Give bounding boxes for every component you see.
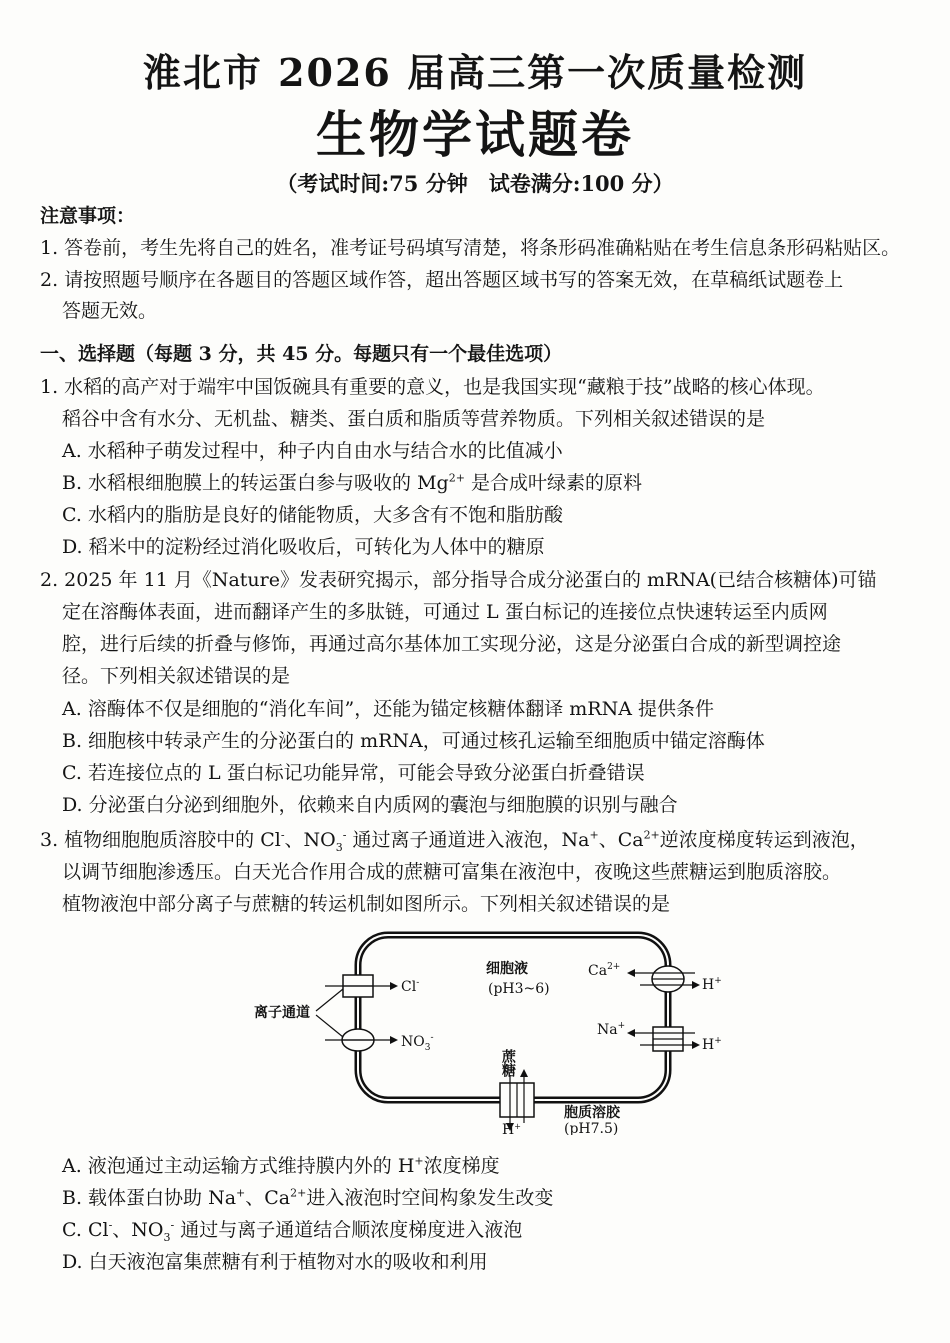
q2-stem-line-1: 2. 2025 年 11 月《Nature》发表研究揭示，部分指导合成分泌蛋白的 mRNA(已结合核糖体)可锚	[40, 569, 877, 591]
cytosol-ph: (pH7.5)	[564, 1121, 619, 1135]
q3-stem-line-2: 以调节细胞渗透压。白天光合作用合成的蔗糖可富集在液泡中，夜晚这些蔗糖运到胞质溶胶。	[62, 861, 842, 883]
q3-stem-line-1: 3. 植物细胞胞质溶胶中的 Cl-、$NO_3^-$ 通过离子通道进入液泡，Na+、$Ca^{2+}$逆浓度梯度转运到液泡，	[40, 828, 869, 854]
q2-option-d: D. 分泌蛋白分泌到细胞外，依赖来自内质网的囊泡与细胞膜的识别与融合	[62, 794, 678, 816]
q3-option-a: A. 液泡通过主动运输方式维持膜内外的 H+浓度梯度	[62, 1154, 500, 1177]
notes-heading: 注意事项：	[40, 205, 136, 227]
note-item-2-cont: 答题无效。	[62, 300, 158, 322]
q1-option-b: B. 水稻根细胞膜上的转运蛋白参与吸收的 $Mg^{2+}$ 是合成叶绿素的原料	[62, 471, 642, 494]
q2-stem-line-4: 径。下列相关叙述错误的是	[62, 665, 291, 687]
ion-channel-label: 离子通道	[254, 1005, 310, 1021]
sucrose-label: 蔗糖	[500, 1049, 516, 1077]
q2-stem-line-2: 定在溶酶体表面，进而翻译产生的多肽链，可通过 L 蛋白标记的连接位点快速转运至内质网	[62, 601, 828, 623]
no3-label: $NO_3^-$	[401, 1033, 434, 1053]
h-label-1: H+	[702, 976, 722, 993]
q3-option-d: D. 白天液泡富集蔗糖有利于植物对水的吸收和利用	[62, 1251, 488, 1273]
note-item-1: 1. 答卷前，考生先将自己的姓名，准考证号码填写清楚，将条形码准确粘贴在考生信息条形码粘贴区。	[40, 237, 901, 259]
subject-title: 生物学试题卷	[316, 105, 634, 164]
q1-stem-line-2: 稻谷中含有水分、无机盐、糖类、蛋白质和脂质等营养物质。下列相关叙述错误的是	[62, 408, 766, 430]
q1-option-d: D. 稻米中的淀粉经过消化吸收后，可转化为人体中的糖原	[62, 536, 545, 558]
exam-title: 淮北市 2026 届高三第一次质量检测	[142, 50, 808, 95]
ca-label: $Ca^{2+}$	[588, 962, 621, 979]
cytosol-label: 胞质溶胶	[564, 1105, 620, 1121]
na-label: Na+	[597, 1021, 626, 1038]
q2-stem-line-3: 腔，进行后续的折叠与修饰，再通过高尔基体加工实现分泌，这是分泌蛋白合成的新型调控途	[62, 633, 842, 655]
q3-option-b: B. 载体蛋白协助 Na+、$Ca^{2+}$进入液泡时空间构象发生改变	[62, 1186, 554, 1209]
section-heading: 一、选择题（每题 3 分，共 45 分。每题只有一个最佳选项）	[40, 343, 563, 365]
q1-option-a: A. 水稻种子萌发过程中，种子内自由水与结合水的比值减小	[62, 440, 563, 462]
h-label-2: H+	[702, 1036, 722, 1053]
q3-stem-line-3: 植物液泡中部分离子与蔗糖的转运机制如图所示。下列相关叙述错误的是	[62, 893, 671, 915]
vacuole-transport-diagram	[240, 925, 730, 1135]
q2-option-b: B. 细胞核中转录产生的分泌蛋白的 mRNA，可通过核孔运输至细胞质中锚定溶酶体	[62, 730, 765, 752]
q2-option-a: A. 溶酶体不仅是细胞的“消化车间”，还能为锚定核糖体翻译 mRNA 提供条件	[62, 698, 714, 720]
q1-option-c: C. 水稻内的脂肪是良好的储能物质，大多含有不饱和脂肪酸	[62, 504, 563, 526]
note-item-2: 2. 请按照题号顺序在各题目的答题区域作答，超出答题区域书写的答案无效，在草稿纸试题卷上	[40, 269, 844, 291]
exam-info: （考试时间:75 分钟 试卷满分:100 分）	[276, 171, 674, 196]
cell-sap-ph: (pH3~6)	[488, 981, 550, 997]
q2-option-c: C. 若连接位点的 L 蛋白标记功能异常，可能会导致分泌蛋白折叠错误	[62, 762, 645, 784]
cl-label: Cl-	[401, 978, 420, 995]
h-label-3: H+	[502, 1122, 521, 1135]
cell-sap-label: 细胞液	[486, 961, 528, 977]
q1-stem-line-1: 1. 水稻的高产对于端牢中国饭碗具有重要的意义，也是我国实现“藏粮于技”战略的核心体现。	[40, 376, 825, 398]
q3-option-c: C. Cl-、$NO_3^-$ 通过与离子通道结合顺浓度梯度进入液泡	[62, 1218, 523, 1244]
